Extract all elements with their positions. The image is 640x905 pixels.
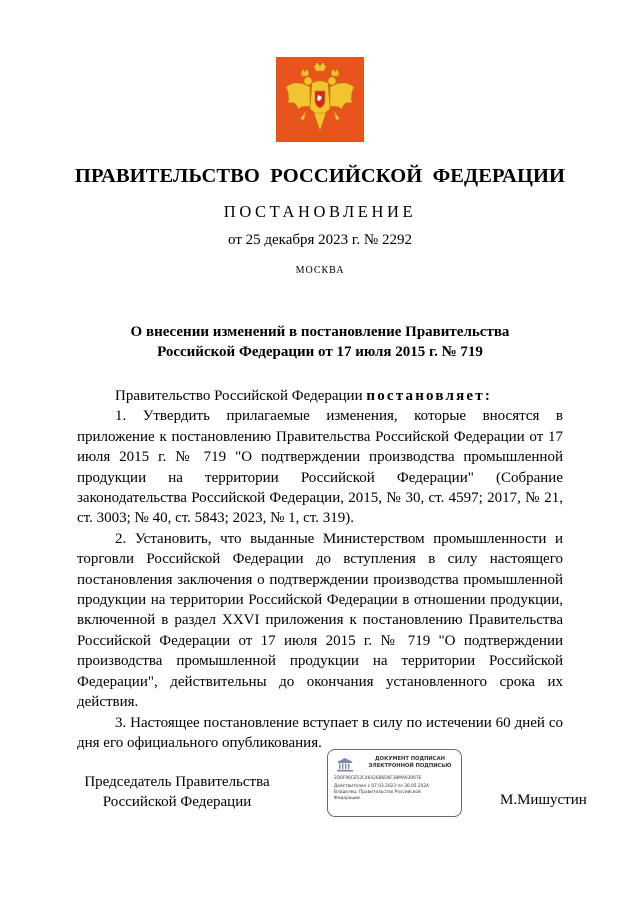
paragraph-3: 3. Настоящее постановление вступает в силу по истечении 60 дней со дня его официального опубликования. [77, 714, 563, 751]
signatory-role [77, 772, 277, 812]
document-title [60, 322, 580, 362]
paragraph-2: 2. Установить, что выданные Министерством промышленности и торговли Российской Федерации до вступления в силу настоящего постановления заключения о подтверждении производства промышленной продукции на территории Российской Федерации в отношении продукции, включенной в раздел XXVI приложения к постановлению Правительства Российской Федерации от 17 июля 2015 г. № 719 "О подтверждении производства промышленной продукции на территории Российской Федерации", действительны до окончания установленного срока их действия. [77, 530, 563, 711]
stamp-owner-line-2: Федерации [334, 796, 360, 801]
signatory-role-line-2: Российской Федерации [102, 794, 252, 810]
government-building-icon [336, 757, 354, 772]
stamp-serial: 2D0F96CE53C46426B6D6F38MA93067E [334, 776, 422, 781]
organization-heading: ПРАВИТЕЛЬСТВО РОССИЙСКОЙ ФЕДЕРАЦИИ [74, 165, 566, 187]
lead-action: постановляет: [366, 388, 493, 404]
stamp-title [364, 756, 456, 770]
document-date-number: от 25 декабря 2023 г. № 2292 [228, 232, 412, 248]
stamp-title-line-2: ЭЛЕКТРОННОЙ ПОДПИСЬЮ [368, 763, 452, 769]
lead-text: Правительство Российской Федерации [115, 388, 363, 404]
title-line-2: Российской Федерации от 17 июля 2015 г. № 719 [157, 344, 483, 360]
document-body [77, 386, 563, 753]
title-line-1: О внесении изменений в постановление Правительства [130, 324, 510, 340]
coat-of-arms-icon [276, 57, 364, 142]
document-city: МОСКВА [295, 265, 345, 276]
signatory-name: М.Мишустин [500, 792, 587, 808]
stamp-owner-line-1: Владелец: Правительство Российской [334, 790, 421, 795]
lead-paragraph [77, 386, 563, 406]
paragraph-1: 1. Утвердить прилагаемые изменения, которые вносятся в приложение к постановлению Правительства Российской Федерации от 17 июля 2015 г. № 719 "О подтверждении производства промышленной продукции на территории Российской Федерации" (Собрание законодательства Российской Федерации, 2015, № 30, ст. 4597; 2017, № 21, ст. 3003; № 40, ст. 5843; 2023, № 1, ст. 319). [77, 408, 563, 527]
document-type: ПОСТАНОВЛЕНИЕ [223, 202, 417, 221]
signatory-role-line-1: Председатель Правительства [84, 774, 270, 790]
electronic-signature-stamp [327, 749, 462, 817]
stamp-validity: Действителен с 07.03.2023 по 30.05.2024 [334, 784, 429, 789]
stamp-title-line-1: ДОКУМЕНТ ПОДПИСАН [375, 756, 445, 762]
